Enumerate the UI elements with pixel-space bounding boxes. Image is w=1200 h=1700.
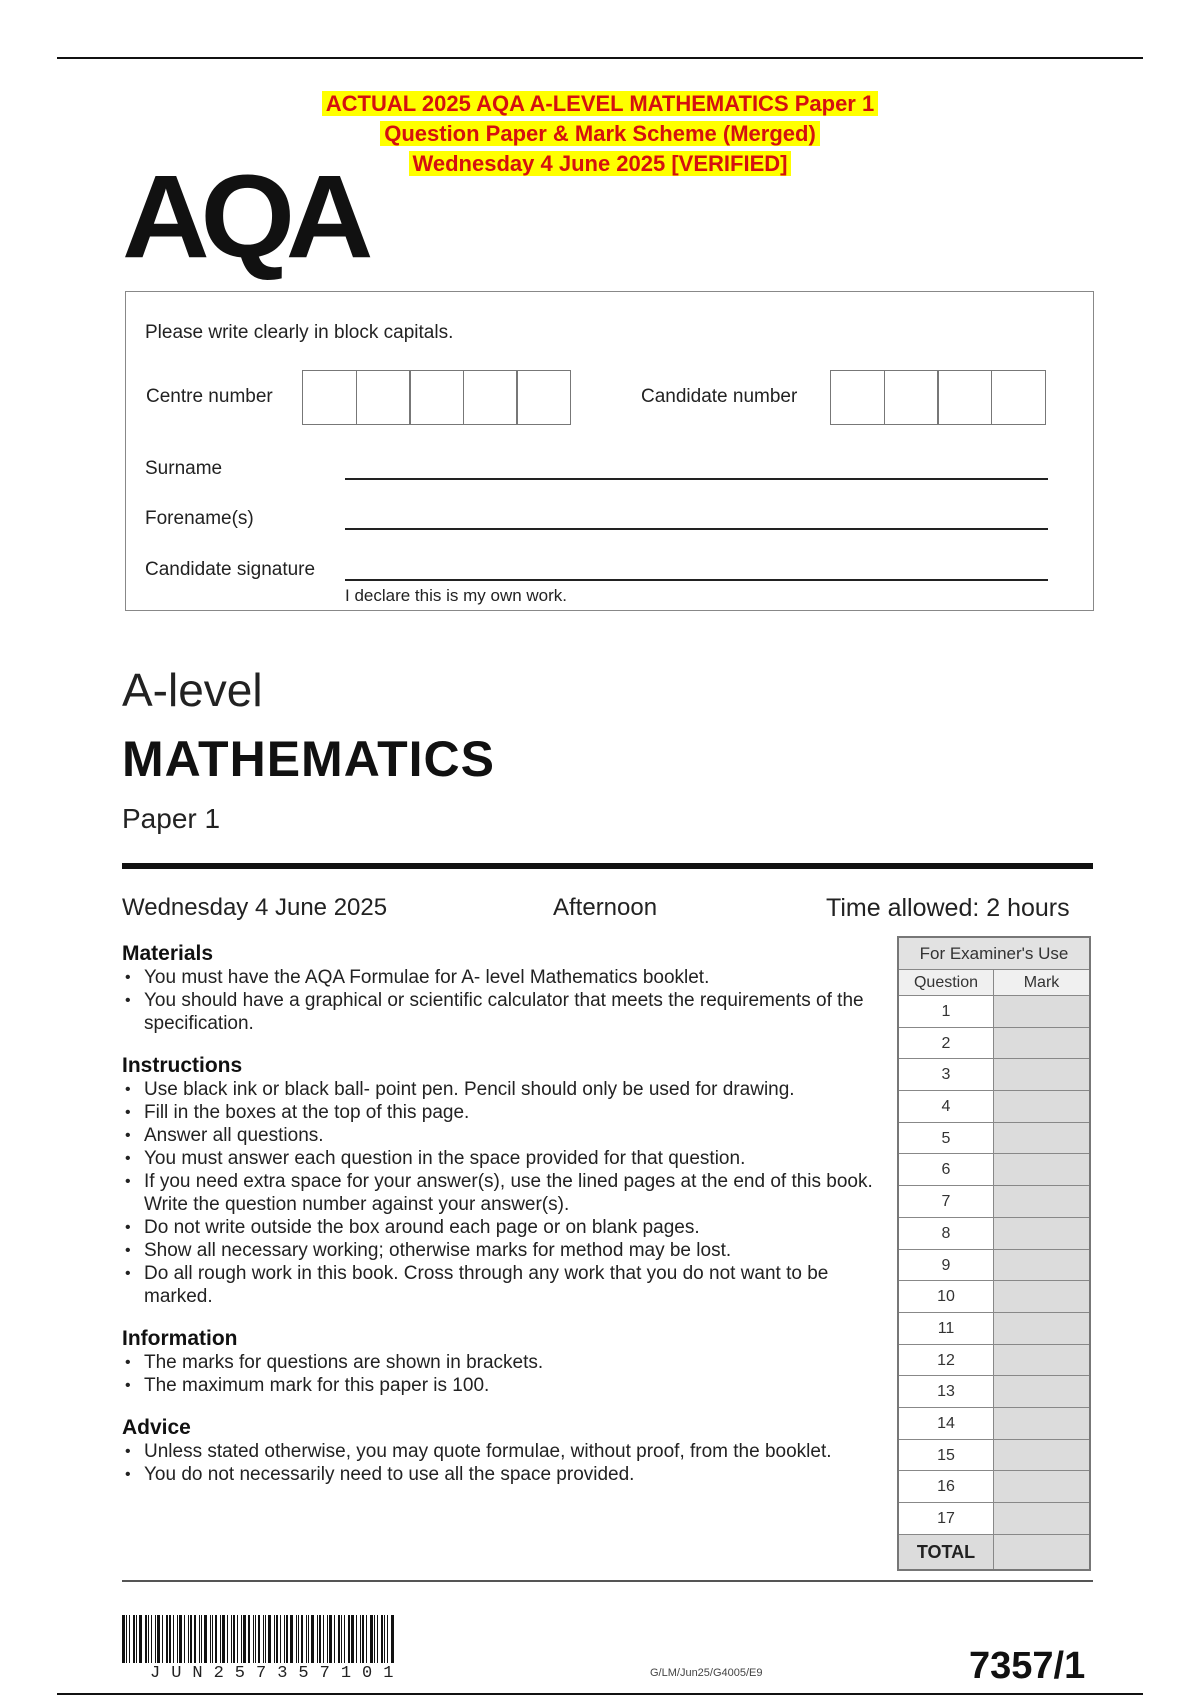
aqa-logo: AQA bbox=[122, 151, 365, 283]
centre-number-digit-box[interactable] bbox=[356, 370, 411, 425]
mark-cell bbox=[994, 1154, 1089, 1185]
instructions-item: • Use black ink or black ball- point pen. Pencil should only be used for drawing. bbox=[122, 1078, 882, 1101]
instructions-item: • Answer all questions. bbox=[122, 1124, 882, 1147]
footer-divider bbox=[122, 1580, 1093, 1582]
instructions-heading: Instructions bbox=[122, 1054, 243, 1077]
information-item: • The maximum mark for this paper is 100. bbox=[122, 1374, 882, 1397]
instructions-item: • You must answer each question in the space provided for that question. bbox=[122, 1147, 882, 1170]
barcode-bar bbox=[204, 1615, 207, 1663]
centre-number-label: Centre number bbox=[146, 386, 273, 407]
total-label: TOTAL bbox=[899, 1535, 994, 1569]
examiner-table-rows bbox=[899, 996, 1089, 1535]
question-number-cell: 7 bbox=[899, 1186, 994, 1217]
instructions-section bbox=[122, 1053, 882, 1308]
barcode-bar bbox=[384, 1615, 385, 1663]
examiner-table-row bbox=[899, 1376, 1089, 1408]
question-number-cell: 5 bbox=[899, 1123, 994, 1154]
barcode-bar bbox=[265, 1615, 266, 1663]
examiner-table-row bbox=[899, 1186, 1089, 1218]
question-number-cell: 1 bbox=[899, 996, 994, 1027]
barcode-bar bbox=[344, 1615, 345, 1663]
examiner-table-row bbox=[899, 1503, 1089, 1535]
mark-cell bbox=[994, 1376, 1089, 1407]
barcode-bar bbox=[215, 1615, 217, 1663]
barcode-bar bbox=[362, 1615, 364, 1663]
barcode-bar bbox=[319, 1615, 321, 1663]
surname-label: Surname bbox=[145, 458, 223, 479]
question-number-cell: 15 bbox=[899, 1440, 994, 1471]
total-mark-cell bbox=[994, 1535, 1089, 1569]
barcode-bar bbox=[334, 1615, 335, 1663]
barcode-bar bbox=[311, 1615, 314, 1663]
barcode-bar bbox=[210, 1615, 211, 1663]
barcode-bar bbox=[129, 1615, 130, 1663]
barcode-bar bbox=[298, 1615, 299, 1663]
barcode-bar bbox=[122, 1615, 125, 1663]
barcode-bar bbox=[231, 1615, 232, 1663]
signature-label: Candidate signature bbox=[145, 559, 316, 580]
materials-section bbox=[122, 941, 882, 1035]
examiner-table-row bbox=[899, 1123, 1089, 1155]
banner-line-3: Wednesday 4 June 2025 [VERIFIED] bbox=[409, 151, 792, 176]
qualification-title: A-level bbox=[122, 664, 263, 716]
barcode-bar bbox=[351, 1615, 354, 1663]
candidate-number-digit-box[interactable] bbox=[991, 370, 1046, 425]
barcode-bar bbox=[374, 1615, 375, 1663]
barcode-bar bbox=[157, 1615, 160, 1663]
examiner-table-row bbox=[899, 1281, 1089, 1313]
barcode-bar bbox=[139, 1615, 142, 1663]
candidate-number-boxes bbox=[830, 370, 1044, 425]
examiner-table-row bbox=[899, 1471, 1089, 1503]
barcode-bar bbox=[169, 1615, 171, 1663]
barcode-bar bbox=[253, 1615, 254, 1663]
barcode-bar bbox=[290, 1615, 293, 1663]
barcode bbox=[122, 1615, 488, 1663]
barcode-bar bbox=[387, 1615, 388, 1663]
barcode-bar bbox=[133, 1615, 135, 1663]
barcode-bar bbox=[155, 1615, 156, 1663]
barcode-bar bbox=[263, 1615, 264, 1663]
title-divider bbox=[122, 863, 1093, 869]
question-number-cell: 11 bbox=[899, 1313, 994, 1344]
question-number-cell: 9 bbox=[899, 1250, 994, 1281]
barcode-bar bbox=[341, 1615, 342, 1663]
question-number-cell: 13 bbox=[899, 1376, 994, 1407]
signature-field[interactable] bbox=[345, 579, 1048, 581]
examiner-table-total-row bbox=[899, 1535, 1089, 1569]
instructions-item: • Do not write outside the box around each page or on blank pages. bbox=[122, 1216, 882, 1239]
exam-date: Wednesday 4 June 2025 bbox=[122, 894, 388, 921]
barcode-bar bbox=[338, 1615, 340, 1663]
block-capitals-instruction: Please write clearly in block capitals. bbox=[145, 322, 454, 343]
examiner-table-row bbox=[899, 1313, 1089, 1345]
barcode-bar bbox=[194, 1615, 196, 1663]
reference-code: G/LM/Jun25/G4005/E9 bbox=[650, 1667, 763, 1679]
barcode-bar bbox=[220, 1615, 221, 1663]
instructions-item: • If you need extra space for your answer(s), use the lined pages at the end of this book. Write the question number against your answer(s). bbox=[122, 1170, 882, 1216]
banner-line-1: ACTUAL 2025 AQA A-LEVEL MATHEMATICS Paper 1 bbox=[322, 91, 878, 116]
time-allowed: Time allowed: 2 hours bbox=[826, 894, 1070, 922]
barcode-bar bbox=[366, 1615, 367, 1663]
barcode-bar bbox=[184, 1615, 185, 1663]
mark-column-header: Mark bbox=[1023, 974, 1060, 991]
barcode-bar bbox=[284, 1615, 285, 1663]
information-heading: Information bbox=[122, 1327, 238, 1350]
mark-cell bbox=[994, 1186, 1089, 1217]
barcode-bar bbox=[296, 1615, 297, 1663]
advice-section bbox=[122, 1415, 882, 1486]
barcode-bar bbox=[274, 1615, 275, 1663]
barcode-bar bbox=[151, 1615, 152, 1663]
examiner-table-row bbox=[899, 1218, 1089, 1250]
question-number-cell: 17 bbox=[899, 1503, 994, 1534]
barcode-bar bbox=[173, 1615, 174, 1663]
mark-cell bbox=[994, 1503, 1089, 1534]
centre-number-boxes bbox=[302, 370, 570, 425]
examiner-table-row bbox=[899, 996, 1089, 1028]
barcode-bar bbox=[348, 1615, 350, 1663]
banner-line-2: Question Paper & Mark Scheme (Merged) bbox=[380, 121, 820, 146]
barcode-text: JUN257357101 bbox=[150, 1664, 405, 1683]
candidate-number-digit-box[interactable] bbox=[937, 370, 992, 425]
information-section bbox=[122, 1326, 882, 1397]
barcode-bar bbox=[222, 1615, 225, 1663]
advice-item: • Unless stated otherwise, you may quote formulae, without proof, from the booklet. bbox=[122, 1440, 882, 1463]
materials-item: • You should have a graphical or scientific calculator that meets the requirements of the specification. bbox=[122, 989, 882, 1035]
candidate-number-digit-box[interactable] bbox=[884, 370, 939, 425]
centre-number-digit-box[interactable] bbox=[463, 370, 518, 425]
mark-cell bbox=[994, 1028, 1089, 1059]
barcode-bar bbox=[360, 1615, 361, 1663]
barcode-bar bbox=[201, 1615, 202, 1663]
candidate-number-label: Candidate number bbox=[641, 386, 798, 407]
barcode-bar bbox=[179, 1615, 182, 1663]
question-number-cell: 2 bbox=[899, 1028, 994, 1059]
instructions-item: • Do all rough work in this book. Cross through any work that you do not want to be marked. bbox=[122, 1262, 882, 1308]
instructions-item: • Show all necessary working; otherwise marks for method may be lost. bbox=[122, 1239, 882, 1262]
examiner-table-row bbox=[899, 1059, 1089, 1091]
barcode-bar bbox=[241, 1615, 242, 1663]
examiner-table-title: For Examiner's Use bbox=[899, 938, 1089, 970]
barcode-bar bbox=[227, 1615, 228, 1663]
top-rule bbox=[57, 57, 1143, 59]
instructions-item: • Fill in the boxes at the top of this page. bbox=[122, 1101, 882, 1124]
mark-cell bbox=[994, 1408, 1089, 1439]
mark-cell bbox=[994, 1471, 1089, 1502]
paper-code: 7357/1 bbox=[969, 1645, 1086, 1687]
barcode-bar bbox=[280, 1615, 281, 1663]
barcode-bar bbox=[126, 1615, 127, 1663]
mark-cell bbox=[994, 1313, 1089, 1344]
mark-cell bbox=[994, 1091, 1089, 1122]
mark-cell bbox=[994, 1281, 1089, 1312]
barcode-bar bbox=[136, 1615, 137, 1663]
barcode-bar bbox=[212, 1615, 213, 1663]
forenames-label: Forename(s) bbox=[145, 508, 254, 529]
barcode-bar bbox=[199, 1615, 200, 1663]
examiner-table-row bbox=[899, 1250, 1089, 1282]
examiner-table-row bbox=[899, 1091, 1089, 1123]
mark-cell bbox=[994, 1218, 1089, 1249]
barcode-bar bbox=[276, 1615, 278, 1663]
information-item: • The marks for questions are shown in brackets. bbox=[122, 1351, 882, 1374]
paper-title: Paper 1 bbox=[122, 803, 221, 834]
exam-session: Afternoon bbox=[553, 894, 658, 921]
examiner-use-table bbox=[897, 936, 1091, 1571]
mark-cell bbox=[994, 996, 1089, 1027]
advice-item: • You do not necessarily need to use all the space provided. bbox=[122, 1463, 882, 1486]
barcode-bar bbox=[258, 1615, 260, 1663]
materials-heading: Materials bbox=[122, 942, 214, 965]
barcode-bar bbox=[166, 1615, 168, 1663]
barcode-bar bbox=[177, 1615, 178, 1663]
examiner-table-row bbox=[899, 1440, 1089, 1472]
mark-cell bbox=[994, 1059, 1089, 1090]
mark-cell bbox=[994, 1250, 1089, 1281]
question-column-header: Question bbox=[899, 970, 994, 995]
question-number-cell: 12 bbox=[899, 1345, 994, 1376]
examiner-table-row bbox=[899, 1154, 1089, 1186]
centre-number-digit-box[interactable] bbox=[516, 370, 571, 425]
barcode-bar bbox=[268, 1615, 271, 1663]
barcode-bar bbox=[148, 1615, 149, 1663]
question-number-cell: 14 bbox=[899, 1408, 994, 1439]
examiner-table-row bbox=[899, 1345, 1089, 1377]
barcode-bar bbox=[356, 1615, 357, 1663]
barcode-bar bbox=[308, 1615, 309, 1663]
barcode-bar bbox=[233, 1615, 235, 1663]
question-number-cell: 10 bbox=[899, 1281, 994, 1312]
examiner-table-header bbox=[899, 970, 1089, 996]
bottom-rule bbox=[57, 1693, 1143, 1695]
mark-cell bbox=[994, 1123, 1089, 1154]
barcode-bar bbox=[317, 1615, 318, 1663]
barcode-bar bbox=[190, 1615, 192, 1663]
barcode-bar bbox=[286, 1615, 288, 1663]
question-number-cell: 6 bbox=[899, 1154, 994, 1185]
mark-cell bbox=[994, 1440, 1089, 1471]
barcode-bar bbox=[237, 1615, 238, 1663]
question-number-cell: 8 bbox=[899, 1218, 994, 1249]
centre-number-digit-box[interactable] bbox=[302, 370, 357, 425]
barcode-bar bbox=[391, 1615, 394, 1663]
question-number-cell: 16 bbox=[899, 1471, 994, 1502]
candidate-number-digit-box[interactable] bbox=[830, 370, 885, 425]
barcode-bar bbox=[329, 1615, 332, 1663]
barcode-bar bbox=[327, 1615, 328, 1663]
surname-field[interactable] bbox=[345, 478, 1048, 480]
barcode-bar bbox=[188, 1615, 189, 1663]
examiner-table-row bbox=[899, 1028, 1089, 1060]
question-number-cell: 4 bbox=[899, 1091, 994, 1122]
barcode-bar bbox=[381, 1615, 383, 1663]
barcode-bar bbox=[377, 1615, 378, 1663]
barcode-bar bbox=[243, 1615, 246, 1663]
declaration-text: I declare this is my own work. bbox=[345, 586, 568, 605]
barcode-bar bbox=[306, 1615, 307, 1663]
barcode-bar bbox=[255, 1615, 256, 1663]
examiner-table-row bbox=[899, 1408, 1089, 1440]
centre-number-digit-box[interactable] bbox=[409, 370, 464, 425]
advice-heading: Advice bbox=[122, 1416, 191, 1439]
materials-item: • You must have the AQA Formulae for A- level Mathematics booklet. bbox=[122, 966, 882, 989]
forenames-field[interactable] bbox=[345, 528, 1048, 530]
subject-title: MATHEMATICS bbox=[122, 731, 495, 787]
question-number-cell: 3 bbox=[899, 1059, 994, 1090]
barcode-bar bbox=[145, 1615, 147, 1663]
barcode-bar bbox=[248, 1615, 250, 1663]
mark-cell bbox=[994, 1345, 1089, 1376]
barcode-bar bbox=[370, 1615, 373, 1663]
barcode-bar bbox=[162, 1615, 163, 1663]
barcode-bar bbox=[301, 1615, 303, 1663]
front-page-notes bbox=[122, 941, 882, 1504]
barcode-bar bbox=[323, 1615, 324, 1663]
